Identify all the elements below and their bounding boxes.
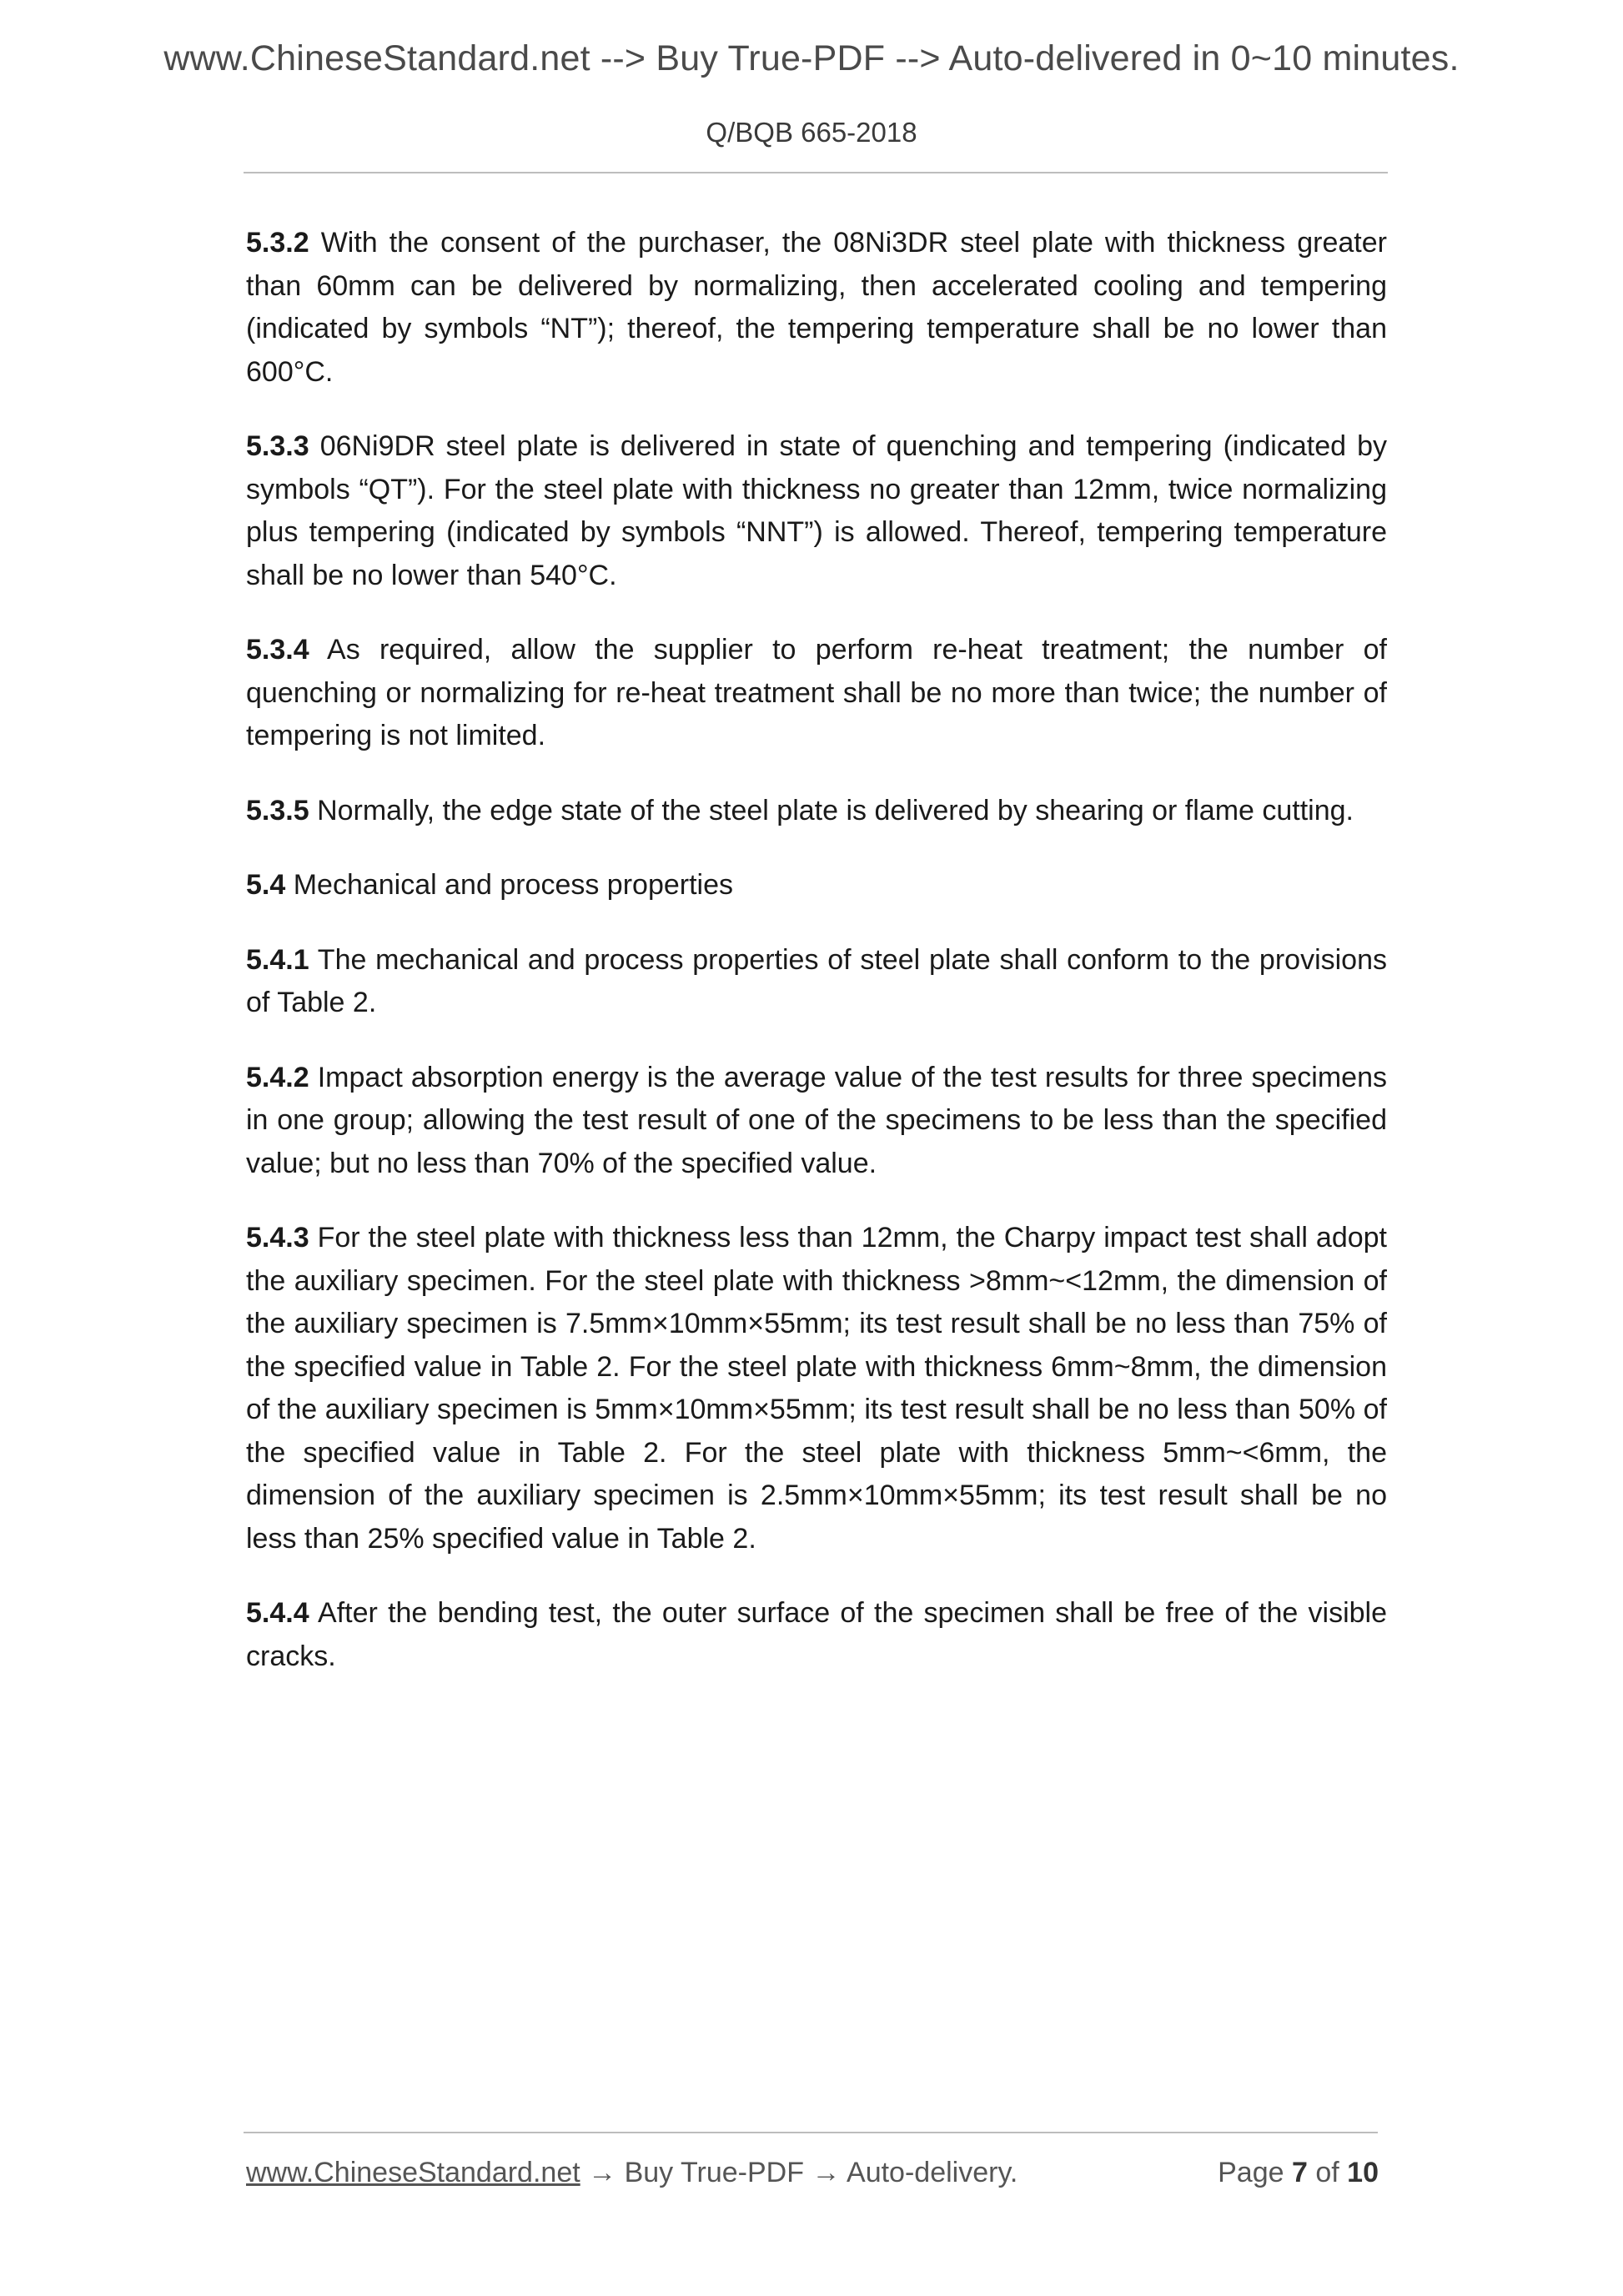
- footer-buy-text: Buy True-PDF: [624, 2157, 804, 2188]
- arrow-right-icon: →: [588, 2157, 617, 2188]
- page-of: of: [1315, 2157, 1339, 2188]
- document-code: Q/BQB 665-2018: [706, 117, 917, 148]
- footer-promo: [246, 2157, 1018, 2189]
- section-5-3-3: [246, 425, 1387, 597]
- section-5-4-heading: [246, 864, 1387, 907]
- document-body: [246, 222, 1387, 1710]
- section-text: With the consent of the purchaser, the 08Ni3DR steel plate with thickness greater than 60mm can be delivered by normalizing, then accelerated cooling and tempering (indicated by symbols “NT”); thereof, the tempering temperature shall be no lower than 600°C.: [246, 227, 1387, 388]
- header-divider: [244, 172, 1388, 173]
- section-5-3-5: [246, 790, 1387, 833]
- section-number: 5.3.3: [246, 430, 309, 462]
- section-text: 06Ni9DR steel plate is delivered in state of quenching and tempering (indicated by symbols “QT”). For the steel plate with thickness no greater than 12mm, twice normalizing plus tempering (indicated by symbols “NNT”) is allowed. Thereof, tempering temperature shall be no lower than 540°C.: [246, 430, 1387, 591]
- section-number: 5.4.4: [246, 1597, 309, 1629]
- section-number: 5.4.3: [246, 1222, 309, 1254]
- footer-delivery-text: Auto-delivery.: [847, 2157, 1018, 2188]
- section-text: For the steel plate with thickness less than 12mm, the Charpy impact test shall adopt the auxiliary specimen. For the steel plate with thickness >8mm~<12mm, the dimension of the auxiliary specimen is 7.5mm×10mm×55mm; its test result shall be no less than 75% of the specified value in Table 2. For the steel plate with thickness 6mm~8mm, the dimension of the auxiliary specimen is 5mm×10mm×55mm; its test result shall be no less than 50% of the specified value in Table 2. For the steel plate with thickness 5mm~<6mm, the dimension of the auxiliary specimen is 2.5mm×10mm×55mm; its test result shall be no less than 25% specified value in Table 2.: [246, 1222, 1387, 1555]
- section-text: Mechanical and process properties: [293, 869, 734, 901]
- section-5-4-4: [246, 1592, 1387, 1678]
- page-current: 7: [1291, 2157, 1308, 2188]
- top-banner: www.ChineseStandard.net --> Buy True-PDF --> Auto-delivered in 0~10 minutes.: [163, 38, 1460, 78]
- section-5-3-2: [246, 222, 1387, 394]
- footer-site-link[interactable]: www.ChineseStandard.net: [246, 2157, 580, 2188]
- page-total: 10: [1347, 2157, 1379, 2188]
- section-number: 5.4: [246, 869, 286, 901]
- section-5-3-4: [246, 629, 1387, 758]
- arrow-right-icon: →: [812, 2157, 841, 2188]
- section-text: After the bending test, the outer surface of the specimen shall be free of the visible cracks.: [246, 1597, 1387, 1672]
- page-label: Page: [1218, 2157, 1284, 2188]
- section-number: 5.4.2: [246, 1061, 309, 1093]
- section-5-4-3: [246, 1217, 1387, 1560]
- section-text: The mechanical and process properties of steel plate shall conform to the provisions of Table 2.: [246, 943, 1387, 1018]
- page-indicator: [1218, 2157, 1379, 2189]
- section-text: As required, allow the supplier to perform re-heat treatment; the number of quenching or normalizing for re-heat treatment shall be no more than twice; the number of tempering is not limited.: [246, 634, 1387, 751]
- section-5-4-1: [246, 939, 1387, 1025]
- section-text: Normally, the edge state of the steel plate is delivered by shearing or flame cutting.: [317, 794, 1354, 826]
- section-number: 5.3.4: [246, 634, 309, 666]
- footer-divider: [244, 2132, 1378, 2133]
- section-text: Impact absorption energy is the average value of the test results for three specimens in one group; allowing the test result of one of the specimens to be less than the specified value; but no less than 70% of the specified value.: [246, 1061, 1387, 1179]
- section-number: 5.3.5: [246, 794, 309, 826]
- section-number: 5.4.1: [246, 943, 309, 976]
- section-5-4-2: [246, 1057, 1387, 1186]
- section-number: 5.3.2: [246, 227, 309, 259]
